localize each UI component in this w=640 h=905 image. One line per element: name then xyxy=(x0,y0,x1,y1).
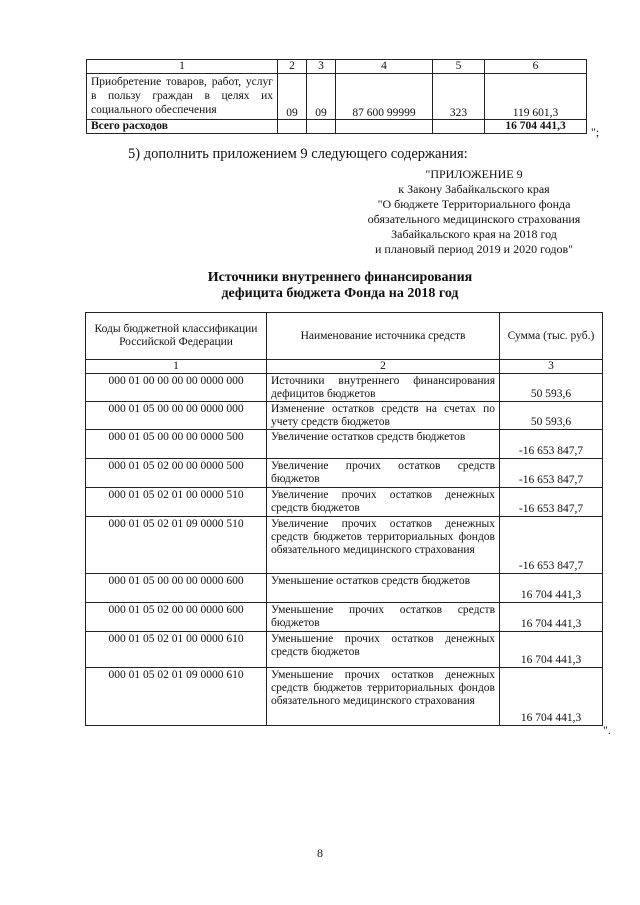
appendix-line: к Закону Забайкальского края xyxy=(398,182,550,196)
header-cell: 1 xyxy=(87,60,278,74)
amount-cell: 119 601,3 xyxy=(485,74,587,120)
sum-cell: -16 653 847,7 xyxy=(500,459,603,488)
appendix-heading xyxy=(340,167,608,257)
empty-cell xyxy=(433,120,485,134)
column-number: 3 xyxy=(500,360,603,374)
code-cell: 000 01 05 02 01 09 0000 610 xyxy=(86,668,267,726)
title-line: Источники внутреннего финансирования xyxy=(207,270,473,285)
table-row xyxy=(86,374,603,402)
expense-type-cell: 323 xyxy=(433,74,485,120)
sum-cell: 50 593,6 xyxy=(500,402,603,430)
appendix-line: "ПРИЛОЖЕНИЕ 9 xyxy=(425,167,523,181)
section-cell: 09 xyxy=(278,74,307,120)
expense-name-cell: Приобретение товаров, работ, услуг в пользу граждан в целях их социального обеспечения xyxy=(87,74,278,120)
code-cell: 000 01 00 00 00 00 0000 000 xyxy=(86,374,267,402)
empty-cell xyxy=(307,120,336,134)
total-value: 16 704 441,3 xyxy=(485,120,587,134)
table-row xyxy=(86,574,603,603)
closing-quote: "; xyxy=(591,125,600,139)
sum-cell: -16 653 847,7 xyxy=(500,517,603,574)
name-cell: Увеличение прочих остатков денежных средств бюджетов территориальных фондов обязательного медицинского страхования xyxy=(267,517,500,574)
name-cell: Изменение остатков средств на счетах по учету средств бюджетов xyxy=(267,402,500,430)
table-row xyxy=(86,402,603,430)
sum-cell: -16 653 847,7 xyxy=(500,488,603,517)
table-row xyxy=(86,668,603,726)
table-row xyxy=(86,488,603,517)
header-name: Наименование источника средств xyxy=(267,313,500,360)
amendment-paragraph: 5) дополнить приложением 9 следующего содержания: xyxy=(128,146,468,162)
name-cell: Уменьшение прочих остатков денежных средств бюджетов xyxy=(267,632,500,668)
page-number: 8 xyxy=(317,846,323,860)
column-numbers-row xyxy=(86,360,603,374)
column-number: 1 xyxy=(86,360,267,374)
closing-quote: ". xyxy=(603,723,611,737)
target-article-cell: 87 600 99999 xyxy=(336,74,433,120)
financing-sources-table xyxy=(85,312,603,726)
name-cell: Увеличение прочих остатков средств бюджетов xyxy=(267,459,500,488)
column-number: 2 xyxy=(267,360,500,374)
name-cell: Источники внутреннего финансирования дефицитов бюджетов xyxy=(267,374,500,402)
table-row xyxy=(86,430,603,459)
code-cell: 000 01 05 00 00 00 0000 600 xyxy=(86,574,267,603)
name-cell: Увеличение прочих остатков денежных средств бюджетов xyxy=(267,488,500,517)
table-row xyxy=(86,459,603,488)
subsection-cell: 09 xyxy=(307,74,336,120)
sum-cell: 50 593,6 xyxy=(500,374,603,402)
code-cell: 000 01 05 02 00 00 0000 600 xyxy=(86,603,267,632)
table-row xyxy=(86,632,603,668)
appendix-line: и плановый период 2019 и 2020 годов" xyxy=(374,242,574,256)
code-cell: 000 01 05 02 01 09 0000 510 xyxy=(86,517,267,574)
header-cell: 4 xyxy=(336,60,433,74)
header-cell: 5 xyxy=(433,60,485,74)
appendix-line: "О бюджете Территориального фонда xyxy=(377,197,571,211)
code-cell: 000 01 05 02 01 00 0000 610 xyxy=(86,632,267,668)
appendix-line: Забайкальского края на 2018 год xyxy=(391,227,557,241)
table-header-row xyxy=(86,313,603,360)
sum-cell: 16 704 441,3 xyxy=(500,603,603,632)
header-sum: Сумма (тыс. руб.) xyxy=(500,313,603,360)
total-label: Всего расходов xyxy=(87,120,278,134)
code-cell: 000 01 05 00 00 00 0000 000 xyxy=(86,402,267,430)
table-row xyxy=(86,603,603,632)
sum-cell: -16 653 847,7 xyxy=(500,430,603,459)
total-row xyxy=(87,120,587,134)
sum-cell: 16 704 441,3 xyxy=(500,632,603,668)
header-cell: 3 xyxy=(307,60,336,74)
empty-cell xyxy=(336,120,433,134)
code-cell: 000 01 05 02 00 00 0000 500 xyxy=(86,459,267,488)
header-cell: 2 xyxy=(278,60,307,74)
table-row xyxy=(86,517,603,574)
table-header-row xyxy=(87,60,587,74)
title-line: дефицита бюджета Фонда на 2018 год xyxy=(221,286,459,301)
name-cell: Уменьшение остатков средств бюджетов xyxy=(267,574,500,603)
header-cell: 6 xyxy=(485,60,587,74)
sum-cell: 16 704 441,3 xyxy=(500,668,603,726)
name-cell: Увеличение остатков средств бюджетов xyxy=(267,430,500,459)
name-cell: Уменьшение прочих остатков денежных средств бюджетов территориальных фондов обязательного медицинского страхования xyxy=(267,668,500,726)
expenses-table xyxy=(86,59,587,134)
sum-cell: 16 704 441,3 xyxy=(500,574,603,603)
document-title xyxy=(150,270,530,302)
name-cell: Уменьшение прочих остатков средств бюджетов xyxy=(267,603,500,632)
header-codes: Коды бюджетной классификации Российской Федерации xyxy=(86,313,267,360)
code-cell: 000 01 05 00 00 00 0000 500 xyxy=(86,430,267,459)
appendix-line: обязательного медицинского страхования xyxy=(367,212,581,226)
code-cell: 000 01 05 02 01 00 0000 510 xyxy=(86,488,267,517)
empty-cell xyxy=(278,120,307,134)
table-row xyxy=(87,74,587,120)
